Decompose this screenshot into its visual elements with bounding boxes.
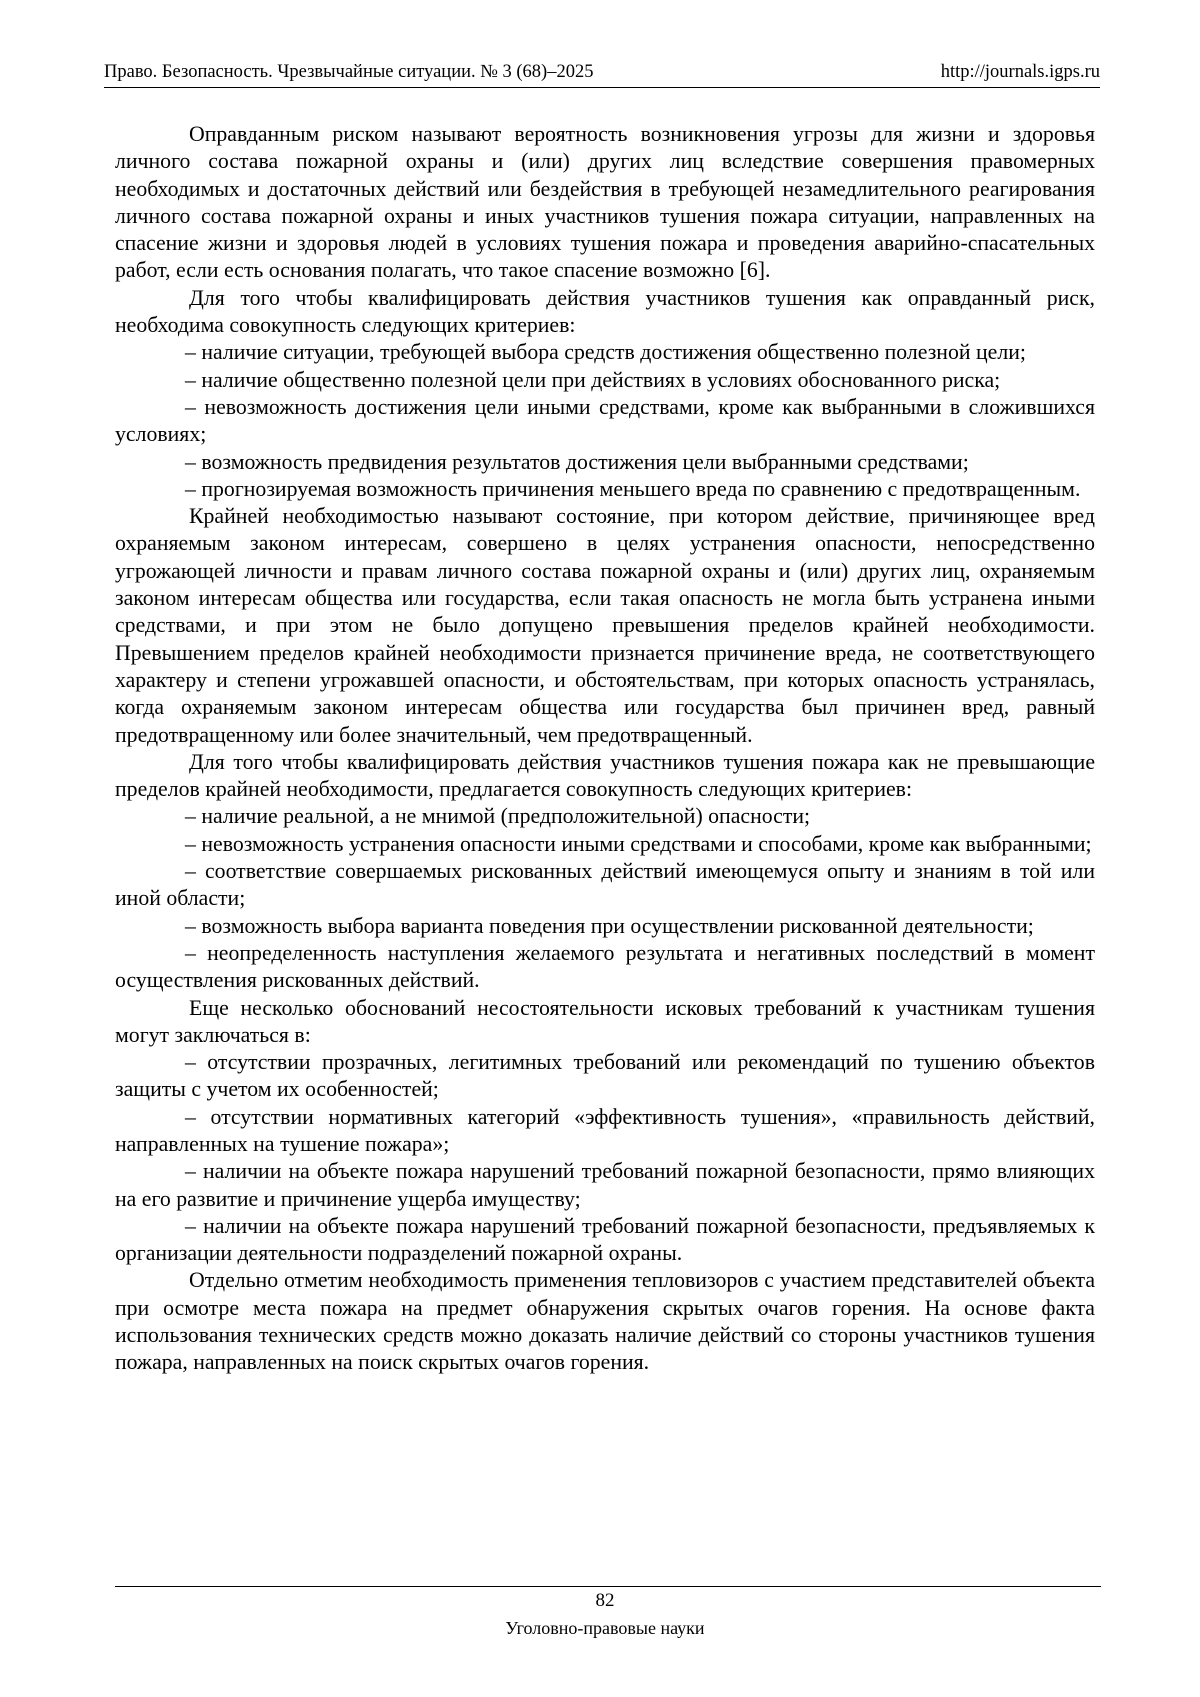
list-item: – наличие общественно полезной цели при действиях в условиях обоснованного риска; [115, 367, 1095, 394]
list-item: – наличии на объекте пожара нарушений требований пожарной безопасности, предъявляемых к организации деятельности подразделений пожарной охраны. [115, 1213, 1095, 1268]
list-item: – невозможность достижения цели иными средствами, кроме как выбранными в сложившихся условиях; [115, 394, 1095, 449]
list-item: – соответствие совершаемых рискованных действий имеющемуся опыту и знаниям в той или иной области; [115, 858, 1095, 913]
journal-url: http://journals.igps.ru [940, 62, 1100, 82]
list-item: – невозможность устранения опасности иными средствами и способами, кроме как выбранными; [115, 831, 1095, 858]
paragraph: Еще несколько обоснований несостоятельности исковых требований к участникам тушения могут заключаться в: [115, 995, 1095, 1047]
section-title: Уголовно-правовые науки [505, 1618, 705, 1638]
paragraph: Отдельно отметим необходимость применения тепловизоров с участием представителей объекта при осмотре места пожара на предмет обнаружения скрытых очагов горения. На основе факта использования технических средств можно доказать наличие действий со стороны участников тушения пожара, направленных на поиск скрытых очагов горения. [115, 1268, 1095, 1375]
running-header [104, 60, 1100, 88]
journal-title: Право. Безопасность. Чрезвычайные ситуации. № 3 (68)–2025 [104, 62, 594, 82]
paragraph: Оправданным риском называют вероятность возникновения угрозы для жизни и здоровья личного состава пожарной охраны и (или) других лиц вследствие совершения правомерных необходимых и достаточных действий или бездействия в требующей незамедлительного реагирования личного состава пожарной охраны и иных участников тушения пожара ситуации, направленных на спасение жизни и здоровья людей в условиях тушения пожара и проведения аварийно-спасательных работ, если есть основания полагать, что такое спасение возможно [6]. [115, 122, 1095, 283]
list-item: – наличие реальной, а не мнимой (предположительной) опасности; [115, 803, 1095, 830]
paragraph: Для того чтобы квалифицировать действия участников тушения пожара как не превышающие пределов крайней необходимости, предлагается совокупность следующих критериев: [115, 749, 1095, 802]
paragraph: Крайней необходимостью называют состояние, при котором действие, причиняющее вред охраняемым законом интересам, совершено в целях устранения опасности, непосредственно угрожающей личности и правам личного состава пожарной охраны и (или) других лиц, охраняемым законом интересам общества или государства, если такая опасность не могла быть устранена иными средствами, и при этом не было допущено превышения пределов крайней необходимости. Превышением пределов крайней необходимости признается причинение вреда, не соответствующего характеру и степени угрожавшей опасности, и обстоятельствам, при которых опасность устранялась, когда охраняемым законом интересам общества или государства был причинен вред, равный предотвращенному или более значительный, чем предотвращенный. [115, 504, 1095, 747]
article-body [115, 121, 1095, 1377]
list-item: – прогнозируемая возможность причинения меньшего вреда по сравнению с предотвращенным. [115, 476, 1095, 503]
list-item: – возможность выбора варианта поведения при осуществлении рискованной деятельности; [115, 913, 1095, 940]
list-item: – возможность предвидения результатов достижения цели выбранными средствами; [115, 449, 1095, 476]
list-item: – наличии на объекте пожара нарушений требований пожарной безопасности, прямо влияющих на его развитие и причинение ущерба имуществу; [115, 1158, 1095, 1213]
page-number: 82 [595, 1590, 615, 1611]
list-item: – отсутствии прозрачных, легитимных требований или рекомендаций по тушению объектов защиты с учетом их особенностей; [115, 1049, 1095, 1104]
list-item: – отсутствии нормативных категорий «эффективность тушения», «правильность действий, направленных на тушение пожара»; [115, 1104, 1095, 1159]
list-item: – неопределенность наступления желаемого результата и негативных последствий в момент осуществления рискованных действий. [115, 940, 1095, 995]
footer-divider [115, 1586, 1101, 1587]
paragraph: Для того чтобы квалифицировать действия участников тушения как оправданный риск, необходима совокупность следующих критериев: [115, 285, 1095, 338]
list-item: – наличие ситуации, требующей выбора средств достижения общественно полезной цели; [115, 339, 1095, 366]
